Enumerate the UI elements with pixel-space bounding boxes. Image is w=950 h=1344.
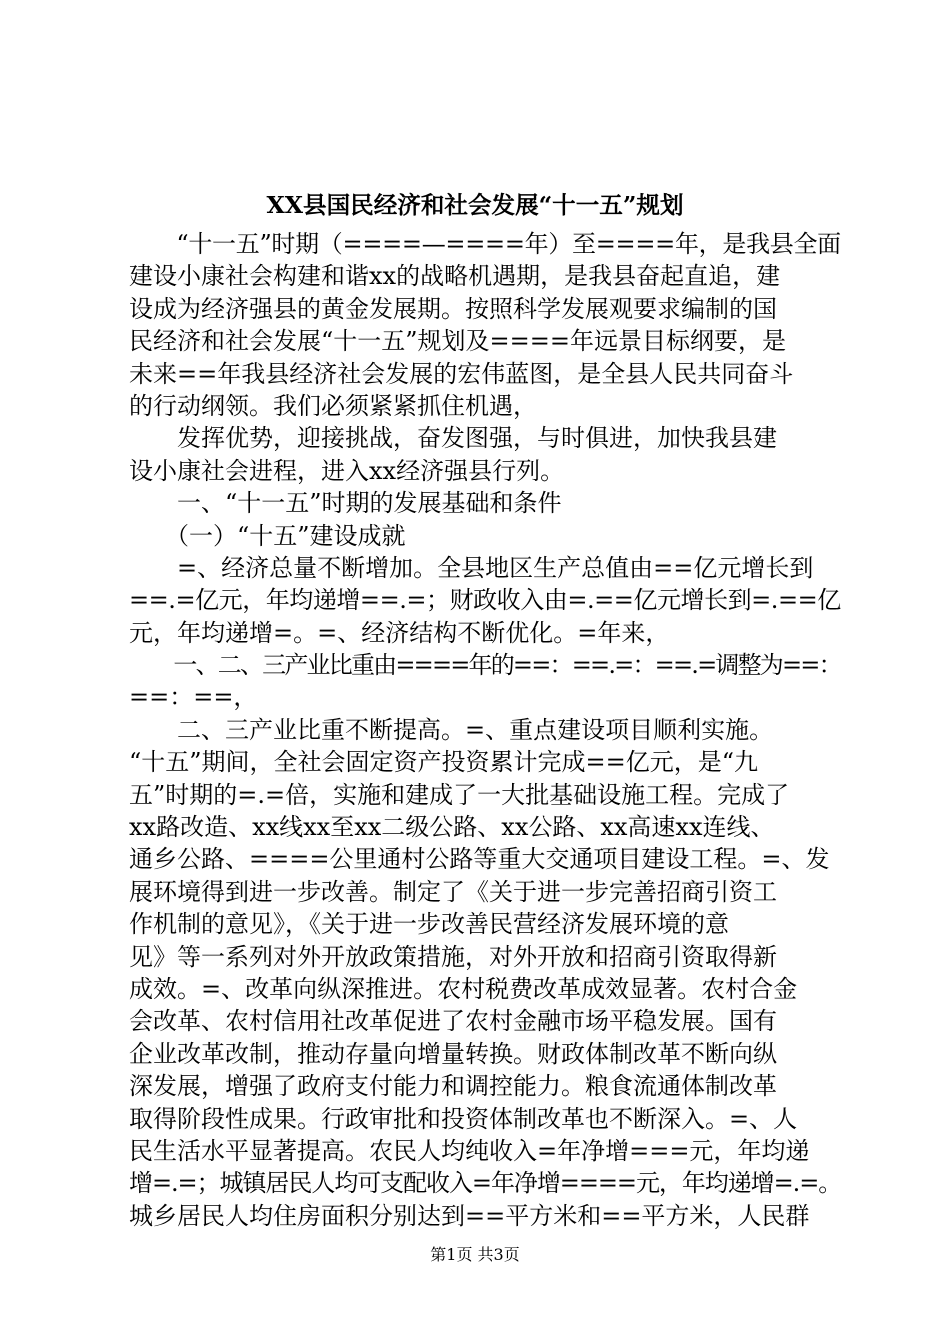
- text-line: 发挥优势，迎接挑战，奋发图强，与时俱进，加快我县建: [129, 424, 777, 453]
- text-line: 的行动纲领。我们必须紧紧抓住机遇，: [129, 391, 537, 420]
- text-line: 一、二、三产业比重由====年的==：==.=：==.=调整为==：: [129, 651, 841, 680]
- text-line: 企业改革改制，推动存量向增量转换。财政体制改革不断向纵: [129, 1039, 777, 1068]
- text-line: 成效。=、改革向纵深推进。农村税费改革成效显著。农村合金: [129, 974, 798, 1003]
- text-line: 通乡公路、====公里通村公路等重大交通项目建设工程。=、发: [129, 845, 830, 874]
- text-line: 一、“十一五”时期的发展基础和条件: [129, 489, 562, 518]
- text-line: xx路改造、xx线xx至xx二级公路、xx公路、xx高速xx连线、: [129, 813, 775, 842]
- text-line: 二、三产业比重不断提高。=、重点建设项目顺利实施。: [129, 715, 774, 744]
- text-line: 取得阶段性成果。行政审批和投资体制改革也不断深入。=、人: [129, 1104, 798, 1133]
- text-line: 民经济和社会发展“十一五”规划及====年远景目标纲要，是: [129, 327, 786, 356]
- text-line: 元，年均递增=。=、经济结构不断优化。=年来，: [129, 618, 670, 647]
- text-line: 设成为经济强县的黄金发展期。按照科学发展观要求编制的国: [129, 294, 777, 323]
- text-line: 民生活水平显著提高。农民人均纯收入=年净增===元，年均递: [129, 1136, 810, 1165]
- text-line: （一）“十五”建设成就: [129, 521, 406, 550]
- text-line: “十五”期间，全社会固定资产投资累计完成==亿元，是“九: [129, 748, 759, 777]
- text-line: “十一五”时期（====—====年）至====年，是我县全面: [129, 230, 841, 258]
- page-footer: 第1页 共3页: [430, 1245, 520, 1264]
- text-line: 未来==年我县经济社会发展的宏伟蓝图，是全县人民共同奋斗: [129, 359, 794, 388]
- text-line: 展环境得到进一步改善。制定了《关于进一步完善招商引资工: [129, 877, 777, 906]
- document-title: XX县国民经济和社会发展“十一五”规划: [266, 191, 684, 219]
- text-line: 作机制的意见》，《关于进一步改善民营经济发展环境的意: [129, 910, 729, 939]
- text-line: 增=.=；城镇居民人均可支配收入=年净增====元，年均递增=.=。: [129, 1169, 842, 1198]
- text-line: =、经济总量不断增加。全县地区生产总值由==亿元增长到: [129, 553, 814, 582]
- text-line: 建设小康社会构建和谐xx的战略机遇期，是我县奋起直追，建: [129, 262, 781, 291]
- text-line: 五”时期的=.=倍，实施和建成了一大批基础设施工程。完成了: [129, 780, 790, 809]
- text-line: ==：==，: [129, 683, 258, 712]
- text-line: 会改革、农村信用社改革促进了农村金融市场平稳发展。国有: [129, 1007, 777, 1036]
- text-line: 深发展，增强了政府支付能力和调控能力。粮食流通体制改革: [129, 1072, 777, 1101]
- text-line: 见》等一系列对外开放政策措施，对外开放和招商引资取得新: [129, 942, 777, 971]
- text-line: ==.=亿元，年均递增==.=；财政收入由=.==亿元增长到=.==亿: [129, 586, 841, 615]
- text-line: 城乡居民人均住房面积分别达到==平方米和==平方米，人民群: [129, 1201, 810, 1230]
- text-line: 设小康社会进程，进入xx经济强县行列。: [129, 456, 565, 485]
- document-body: [129, 228, 841, 1232]
